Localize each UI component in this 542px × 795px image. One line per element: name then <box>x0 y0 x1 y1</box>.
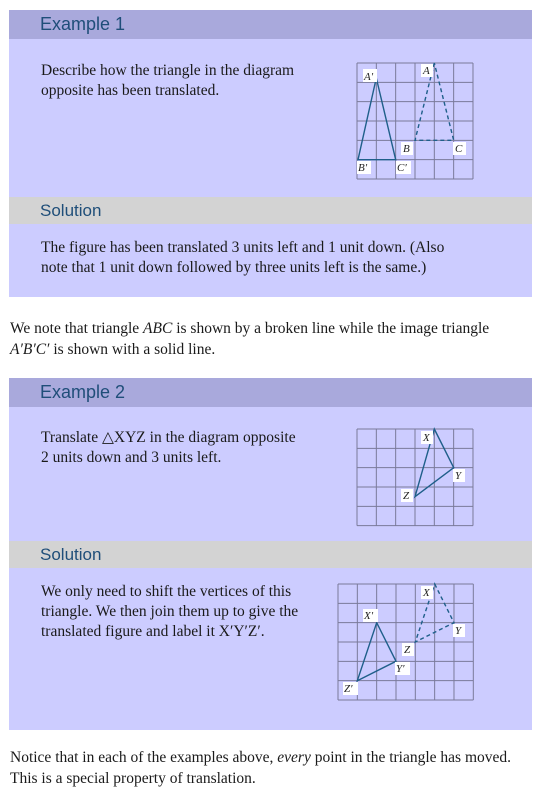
label-c: C <box>455 143 463 155</box>
example2-solution-text: We only need to shift the vertices of this triangle. We then join them up to give the translated figure and label it X′Y′Z′. <box>41 583 299 640</box>
label-c-image: C′ <box>397 162 407 174</box>
example1-solution-text: The figure has been translated 3 units left and 1 unit down. (Also note that 1 unit down followed by three units left is the same.) <box>41 239 445 276</box>
note2-text: Notice that in each of the examples above, every point in the triangle has moved. This is a special property of translation. <box>10 749 512 787</box>
example2-title: Example 2 <box>40 382 126 402</box>
example1-question: Describe how the triangle in the diagram opposite has been translated. <box>41 62 295 99</box>
example1-header <box>9 10 532 39</box>
example1-diagram <box>357 63 474 180</box>
sol-label-z: Z <box>404 644 411 656</box>
label-a-image: A′ <box>364 71 374 83</box>
example2-question: Translate △XYZ in the diagram opposite 2 units down and 3 units left. <box>41 429 296 466</box>
sol-label-x: X <box>423 587 430 599</box>
label-b: B <box>403 143 410 155</box>
example2-diagram <box>357 429 474 527</box>
label-z: Z <box>403 490 410 502</box>
sol-label-y-image: Y′ <box>396 663 405 675</box>
note1-text: We note that triangle ABC is shown by a broken line while the image triangle A′B′C′ is shown with a solid line. <box>10 320 490 358</box>
sol-label-x-image: X′ <box>364 610 374 622</box>
label-y: Y <box>455 470 462 482</box>
sol-label-y: Y <box>455 625 462 637</box>
label-x: X <box>423 432 430 444</box>
example1-solution-bar <box>9 197 532 224</box>
sol-label-z-image: Z′ <box>344 683 353 695</box>
label-a: A <box>423 65 430 77</box>
example2-solution-diagram <box>338 584 474 701</box>
example2-header <box>9 378 532 407</box>
example2-solution-title: Solution <box>40 545 102 564</box>
example1-title: Example 1 <box>40 14 126 34</box>
label-b-image: B′ <box>358 162 368 174</box>
example2-solution-bar <box>9 541 532 568</box>
example1-solution-title: Solution <box>40 201 102 220</box>
